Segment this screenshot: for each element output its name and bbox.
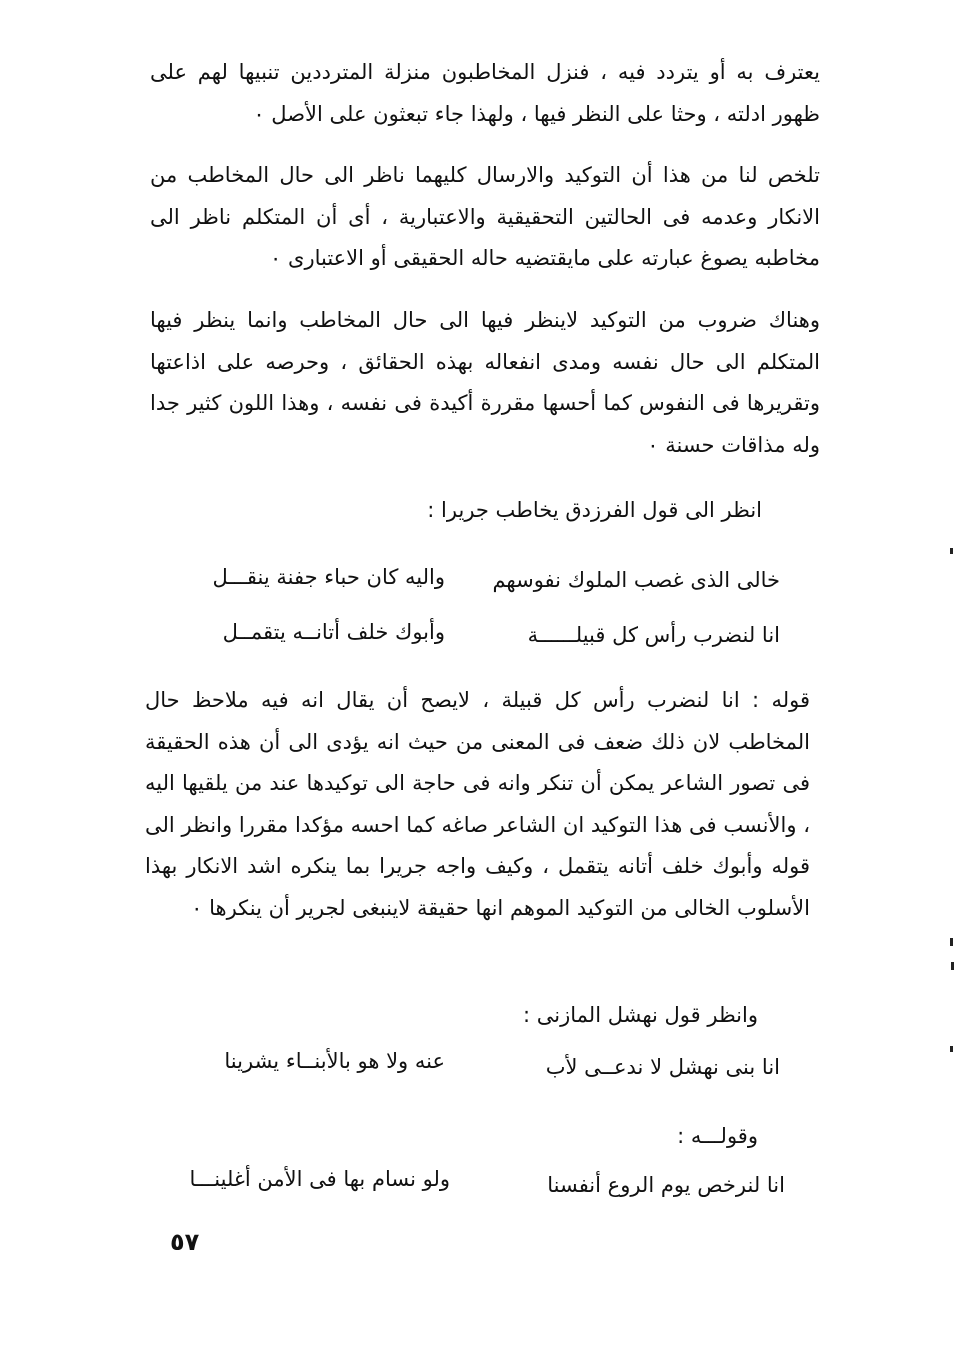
paragraph-2: تلخص لنا من هذا أن التوكيد والارسال كليهما ناظر الى حال المخاطب من الانكار وعدمه فى الحالتين التحقيقية والاعتبارية ، أى أن المتكلم ناظر الى مخاطبه يصوغ عبارته على مايقتضيه حاله الحقيقى أو الاعتبارى ٠	[150, 163, 820, 270]
verse-3-second-hemistich: عنه ولا هو بالأبنــاء يشرينا	[224, 1049, 445, 1073]
verse-1-first-hemistich: خالى الذى غصب الملوك نفوسهم	[492, 568, 780, 592]
verse-4-second-hemistich: ولو نسام بها فى الأمن أغلينـــا	[189, 1167, 450, 1191]
scan-edge-mark	[951, 962, 954, 970]
verse-1-second-hemistich: واليه كان حباء جفنة ينقـــل	[212, 565, 445, 589]
intro-nahshal: وانظر قول نهشل المازنى :	[523, 1003, 758, 1027]
verse-2-second-hemistich: وأبوك خلف أتانــه يتقمــل	[222, 620, 445, 644]
verse-3-first-hemistich: انا بنى نهشل لا ندعــى لأب	[545, 1055, 780, 1079]
intro-farazdaq: انظر الى قول الفرزدق يخاطب جريرا :	[427, 498, 762, 522]
page-number: ٥٧	[170, 1228, 200, 1256]
intro-qawluhu: وقولـــه :	[677, 1124, 758, 1148]
verse-2-first-hemistich: انا لنضرب رأس كل قبيلــــــة	[527, 623, 780, 647]
paragraph-1: يعترف به أو يتردد فيه ، فنزل المخاطبون منزلة المترددين تنبيها لهم على ظهور ادلته ، وحثا على النظر فيها ، ولهذا جاء تبعثون على الأصل ٠	[150, 60, 820, 126]
verse-4-first-hemistich: انا لنرخص يوم الروع أنفسنا	[547, 1173, 785, 1197]
paragraph-3: وهناك ضروب من التوكيد لاينظر فيها الى حال المخاطب وانما ينظر فيها المتكلم الى حال نفسه ومدى انفعاله بهذه الحقائق ، وحرصه على اذاعتها وتقريرها فى النفوس كما أحسها مقررة أكيدة فى نفسه ، وهذا اللون كثير جدا وله مذاقات حسنة ٠	[150, 308, 820, 457]
scan-edge-mark	[950, 938, 953, 946]
paragraph-4: قوله : انا لنضرب رأس كل قبيلة ، لايصح أن يقال انه فيه ملاحظ حال المخاطب لان ذلك ضعف فى المعنى من حيث انه يؤدى الى أن هذه الحقيقة فى تصور الشاعر يمكن أن تنكر وانه فى حاجة الى توكيدها عند من يلقيها اليه ، والأنسب فى هذا التوكيد ان الشاعر صاغه كما احسه مؤكدا مقررا وانظر الى قوله وأبوك خلف أتانه يتقمل ، وكيف واجه جريرا بما ينكره اشد الانكار بهذا الأسلوب الخالى من التوكيد الموهم انها حقيقة لاينبغى لجرير أن ينكرها ٠	[145, 688, 810, 920]
scan-edge-mark	[950, 1046, 953, 1052]
scan-edge-mark	[950, 548, 953, 554]
